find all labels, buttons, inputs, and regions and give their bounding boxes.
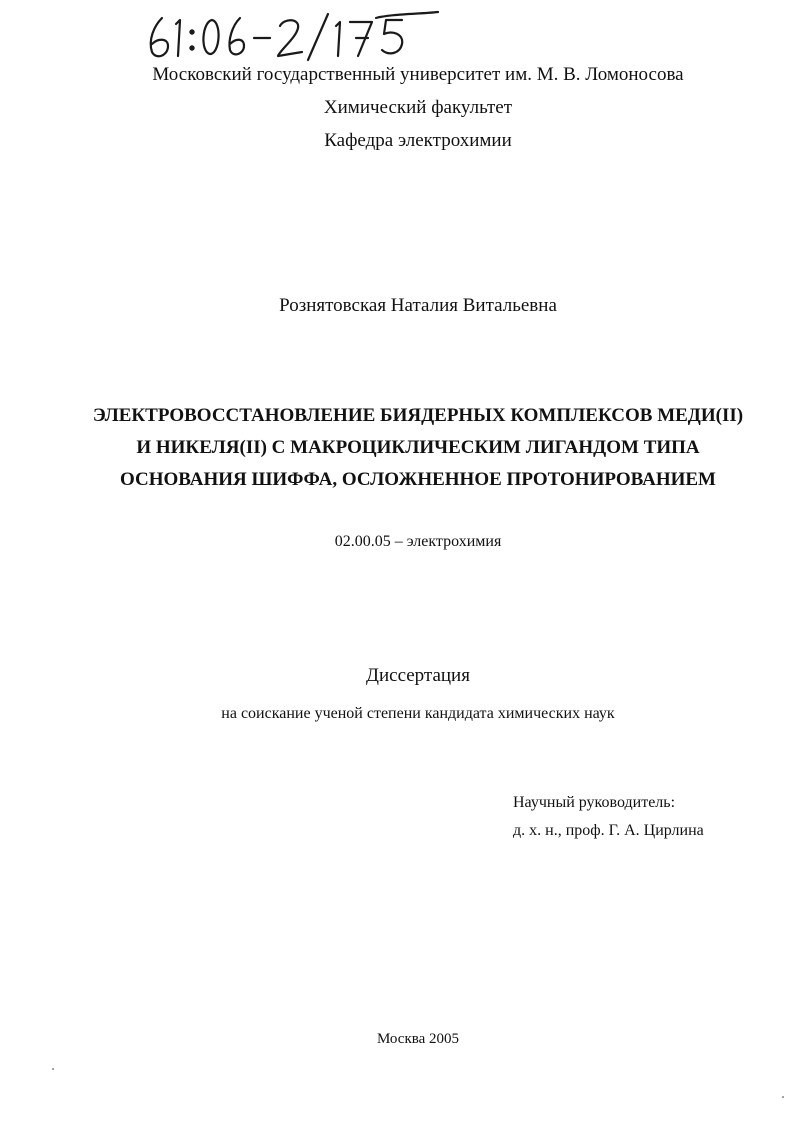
faculty-name: Химический факультет xyxy=(323,97,513,118)
supervisor-label: Научный руководитель: xyxy=(513,794,676,811)
archive-code-text xyxy=(140,62,141,63)
title-line: ЭЛЕКТРОВОССТАНОВЛЕНИЕ БИЯДЕРНЫХ КОМПЛЕКСОВ МЕДИ(II) xyxy=(92,405,744,426)
dissertation-title xyxy=(0,400,796,496)
title-line: ОСНОВАНИЯ ШИФФА, ОСЛОЖНЕННОЕ ПРОТОНИРОВАНИЕМ xyxy=(120,469,716,490)
city-year: Москва 2005 xyxy=(376,1031,460,1047)
supervisor-name: д. х. н., проф. Г. А. Цирлина xyxy=(513,822,704,839)
specialty-code: 02.00.05 – электрохимия xyxy=(334,533,502,550)
handwritten-archive-code xyxy=(140,10,440,62)
document-type: Диссертация xyxy=(366,665,470,686)
degree-description: на соискание ученой степени кандидата химических наук xyxy=(221,705,615,722)
title-line: И НИКЕЛЯ(II) С МАКРОЦИКЛИЧЕСКИМ ЛИГАНДОМ ТИПА xyxy=(136,437,700,458)
handwritten-code-drawing xyxy=(140,10,440,62)
university-name: Московский государственный университет им. М. В. Ломоносова xyxy=(152,64,684,85)
supervisor-block xyxy=(513,789,704,845)
department-name: Кафедра электрохимии xyxy=(324,130,512,151)
author-name: Рознятовская Наталия Витальевна xyxy=(279,295,557,316)
scan-speck xyxy=(52,1068,54,1070)
scan-speck xyxy=(782,1096,784,1098)
